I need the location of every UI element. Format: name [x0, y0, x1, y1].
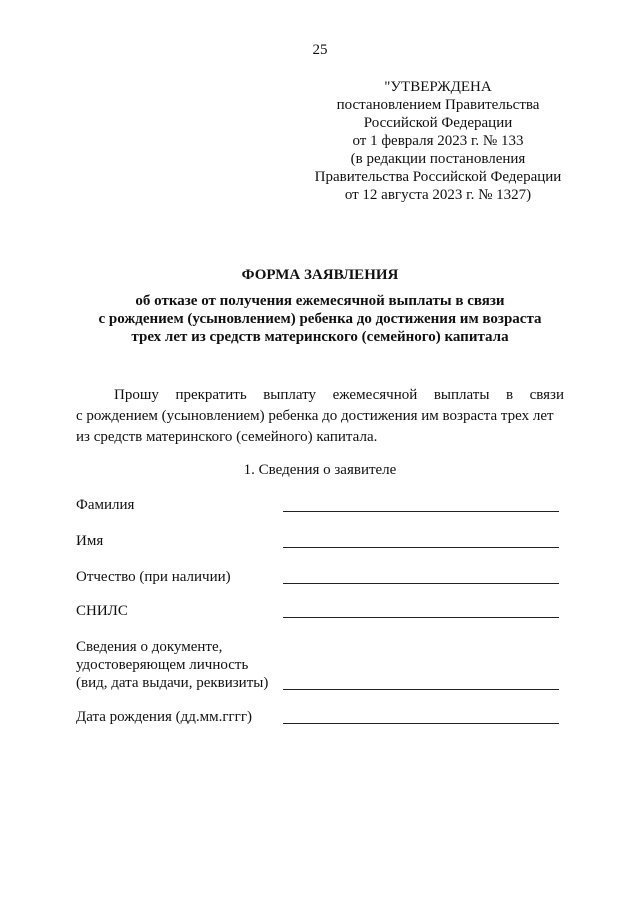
field-identity-document: [76, 636, 564, 692]
form-subtitle-line: трех лет из средств материнского (семейного) капитала: [131, 329, 509, 345]
last-name-input-line[interactable]: [283, 511, 559, 512]
approval-line: Российской Федерации: [363, 115, 513, 131]
field-label-line: удостоверяющем личность: [76, 657, 249, 673]
form-title: ФОРМА ЗАЯВЛЕНИЯ: [241, 267, 399, 283]
form-subtitle: [90, 292, 550, 346]
field-last-name: [76, 492, 564, 514]
field-label-line: Имя: [76, 533, 104, 549]
field-birth-date: [76, 706, 564, 726]
field-label-line: Дата рождения (дд.мм.гггг): [76, 709, 252, 725]
snils-input-line[interactable]: [283, 617, 559, 618]
approval-line: "УТВЕРЖДЕНА: [384, 79, 492, 95]
field-label: [76, 568, 231, 586]
approval-stamp: [300, 78, 576, 204]
approval-line: от 12 августа 2023 г. № 1327): [344, 187, 532, 203]
field-patronymic: [76, 564, 564, 586]
identity-document-input-line[interactable]: [283, 689, 559, 690]
approval-line: (в редакции постановления: [350, 151, 526, 167]
field-first-name: [76, 528, 564, 550]
field-label: [76, 602, 128, 620]
approval-line: Правительства Российской Федерации: [314, 169, 562, 185]
birth-date-input-line[interactable]: [283, 723, 559, 724]
request-line: с рождением (усыновлением) ребенка до достижения им возраста трех лет: [76, 408, 554, 424]
form-subtitle-line: с рождением (усыновлением) ребенка до достижения им возраста: [98, 311, 542, 327]
field-label-line: СНИЛС: [76, 603, 128, 619]
patronymic-input-line[interactable]: [283, 583, 559, 584]
field-label: [76, 532, 103, 550]
approval-line: постановлением Правительства: [336, 97, 540, 113]
field-label: [76, 638, 268, 692]
form-subtitle-line: об отказе от получения ежемесячной выплаты в связи: [135, 293, 505, 309]
field-label: [76, 708, 252, 726]
field-snils: [76, 598, 564, 620]
field-label: [76, 496, 134, 514]
field-label-line: Отчество (при наличии): [76, 569, 231, 585]
section-title: 1. Сведения о заявителе: [243, 462, 397, 478]
first-name-input-line[interactable]: [283, 547, 559, 548]
page-number: 25: [312, 42, 328, 58]
field-label-line: Сведения о документе,: [76, 639, 223, 655]
request-line: из средств материнского (семейного) капитала.: [76, 429, 378, 445]
field-label-line: (вид, дата выдачи, реквизиты): [76, 675, 269, 691]
field-label-line: Фамилия: [76, 497, 135, 513]
request-line: Прошу прекратить выплату ежемесячной выплаты в связи: [114, 387, 564, 403]
approval-line: от 1 февраля 2023 г. № 133: [352, 133, 524, 149]
request-paragraph: [76, 385, 564, 448]
